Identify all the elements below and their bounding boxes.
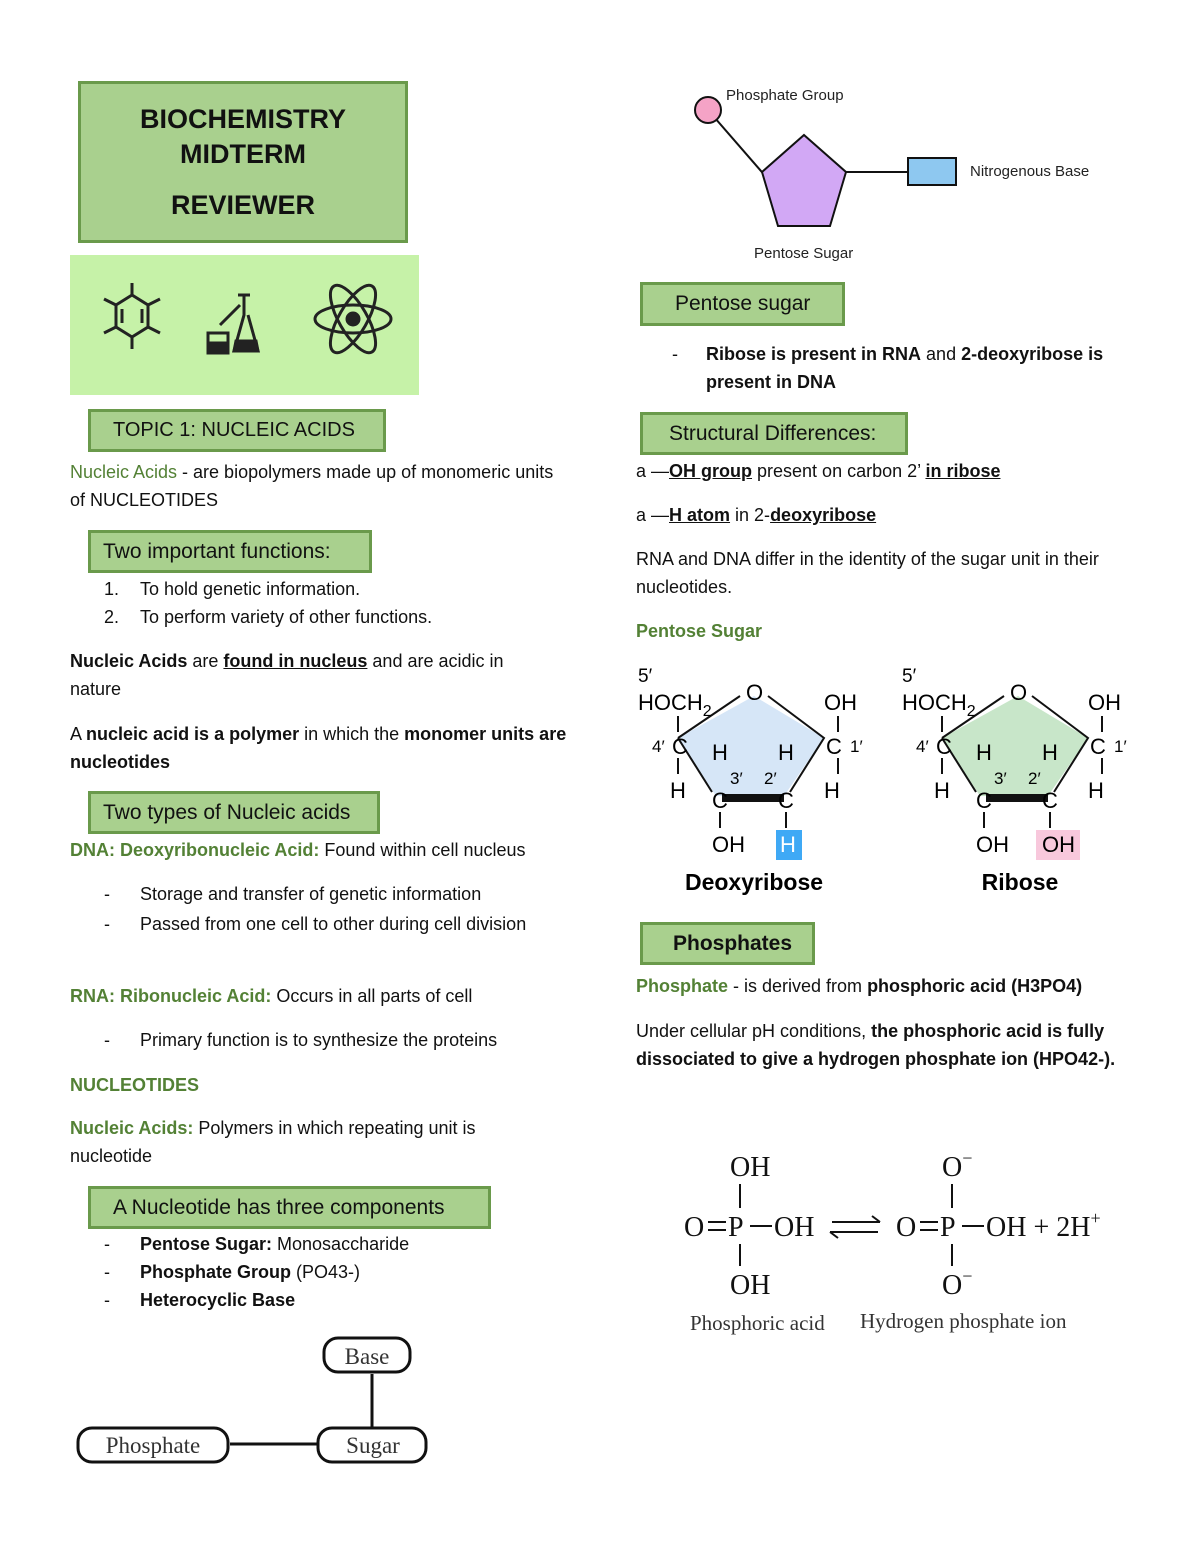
flow-phosphate-label: Phosphate bbox=[105, 1433, 201, 1458]
pentose-pentagon bbox=[762, 135, 846, 226]
svg-text:C: C bbox=[1090, 734, 1106, 759]
science-icons-panel bbox=[70, 255, 419, 395]
rna-item-1: - Primary function is to synthesize the proteins bbox=[104, 1030, 498, 1050]
ribose-structure bbox=[902, 666, 1127, 895]
rna-line: RNA: Ribonucleic Acid: Occurs in all parts of cell bbox=[70, 986, 473, 1006]
function-item-1: 1. To hold genetic information. bbox=[104, 579, 361, 599]
pentose-sugar-label: Pentose Sugar bbox=[754, 245, 854, 262]
dna-item-1: - Storage and transfer of genetic information bbox=[104, 884, 482, 904]
flow-base-label: Base bbox=[344, 1344, 390, 1369]
title-line2: MIDTERM bbox=[180, 139, 306, 169]
pentose-header: Pentose sugar bbox=[640, 282, 845, 326]
dna-line: DNA: Deoxyribonucleic Acid: Found within cell nucleus bbox=[70, 840, 526, 860]
molecule-icon bbox=[104, 283, 160, 349]
polymer-statement: A nucleic acid is a polymer in which the monomer units are nucleotides bbox=[70, 724, 567, 772]
component-item-2: - Phosphate Group (PO43-) bbox=[104, 1262, 361, 1282]
svg-text:OH: OH bbox=[1088, 690, 1121, 715]
nucleotide-flow-diagram bbox=[70, 1332, 440, 1467]
svg-text:H: H bbox=[778, 740, 794, 765]
svg-text:C: C bbox=[976, 788, 992, 813]
svg-text:C: C bbox=[672, 734, 688, 759]
svg-text:C: C bbox=[826, 734, 842, 759]
components-list bbox=[104, 1230, 544, 1314]
components-header: A Nucleotide has three components bbox=[88, 1186, 491, 1229]
svg-text:3′: 3′ bbox=[994, 769, 1007, 788]
svg-text:C: C bbox=[778, 788, 794, 813]
svg-text:H: H bbox=[670, 778, 686, 803]
svg-text:H: H bbox=[976, 740, 992, 765]
base-rectangle bbox=[908, 158, 956, 185]
svg-text:OH: OH bbox=[712, 832, 745, 857]
svg-text:O−: O− bbox=[942, 1266, 973, 1301]
dna-item-2: - Passed from one cell to other during cell division bbox=[104, 914, 527, 934]
svg-text:OH: OH bbox=[730, 1152, 771, 1183]
nitrogenous-base-label: Nitrogenous Base bbox=[970, 163, 1090, 180]
def-term: Nucleic Acids bbox=[70, 462, 178, 482]
deoxyribose-label: Deoxyribose bbox=[684, 869, 824, 895]
differ-statement: RNA and DNA differ in the identity of the sugar unit in their nucleotides. bbox=[636, 549, 1099, 597]
svg-text:H: H bbox=[1088, 778, 1104, 803]
phosphate-circle bbox=[695, 97, 721, 123]
nucleotides-heading: NUCLEOTIDES bbox=[70, 1075, 200, 1095]
svg-text:O−: O− bbox=[942, 1148, 973, 1183]
svg-text:O: O bbox=[684, 1212, 705, 1243]
lab-flask-icon bbox=[208, 295, 258, 353]
sugar-structures bbox=[632, 660, 1132, 910]
svg-text:HOCH2: $HOCH_2$ bbox=[638, 690, 712, 720]
svg-text:OH + 2H+: OH + 2H+ bbox=[986, 1208, 1101, 1243]
science-icons bbox=[70, 255, 419, 395]
svg-text:O: O bbox=[746, 680, 764, 705]
svg-text:H: H bbox=[1042, 740, 1058, 765]
svg-text:5′: 5′ bbox=[902, 666, 917, 687]
svg-text:H: H bbox=[712, 740, 728, 765]
phosphate-group-label: Phosphate Group bbox=[726, 87, 844, 104]
component-item-1: - Pentose Sugar: Monosaccharide bbox=[104, 1234, 410, 1254]
title-box bbox=[78, 81, 408, 243]
phosphates-header: Phosphates bbox=[640, 922, 815, 965]
function-item-2: 2. To perform variety of other functions. bbox=[104, 607, 433, 627]
pentose-sugar-heading: Pentose Sugar bbox=[636, 621, 763, 641]
svg-text:5′: 5′ bbox=[638, 666, 653, 687]
component-item-3: - Heterocyclic Base bbox=[104, 1290, 296, 1310]
svg-text:P: P bbox=[940, 1212, 956, 1243]
svg-text:OH: OH bbox=[976, 832, 1009, 857]
svg-text:C: C bbox=[712, 788, 728, 813]
svg-text:O: O bbox=[1010, 680, 1028, 705]
svg-text:1′: 1′ bbox=[850, 737, 863, 756]
atom-icon bbox=[315, 279, 391, 359]
def-text: - are biopolymers made up of monomeric units of NUCLEOTIDES bbox=[70, 462, 554, 510]
topic1-header: TOPIC 1: NUCLEIC ACIDS bbox=[88, 409, 386, 452]
svg-text:OH: OH bbox=[730, 1270, 771, 1301]
phosphate-statement: Phosphate - is derived from phosphoric acid (H3PO4) bbox=[636, 976, 1083, 996]
svg-text:C: C bbox=[1042, 788, 1058, 813]
functions-header: Two important functions: bbox=[88, 530, 372, 573]
nucleotide-definition: Nucleic Acids: Polymers in which repeating unit is nucleotide bbox=[70, 1118, 476, 1166]
cellular-ph-statement: Under cellular pH conditions, the phosphoric acid is fully dissociated to give a hydrogen phosphate ion (HPO42-). bbox=[636, 1021, 1116, 1069]
phosphoric-acid-label: Phosphoric acid bbox=[690, 1311, 825, 1335]
nucleic-acid-definition bbox=[70, 458, 570, 514]
difference-2: a —H atom in 2-deoxyribose bbox=[636, 505, 877, 525]
deoxyribose-structure bbox=[638, 666, 863, 895]
phosphoric-acid-reaction bbox=[680, 1140, 1140, 1340]
title-line1: BIOCHEMISTRY bbox=[139, 104, 346, 134]
flow-sugar-label: Sugar bbox=[346, 1433, 400, 1458]
functions-list bbox=[104, 575, 564, 631]
title-line3: REVIEWER bbox=[170, 190, 316, 220]
nucleotide-structure-diagram bbox=[680, 80, 1120, 270]
svg-text:O: O bbox=[896, 1212, 917, 1243]
svg-text:4′: 4′ bbox=[916, 737, 929, 756]
svg-text:HOCH2: $HOCH_2$ bbox=[902, 690, 976, 720]
svg-text:OH: OH bbox=[774, 1212, 815, 1243]
types-header: Two types of Nucleic acids bbox=[88, 791, 380, 834]
svg-text:2′: 2′ bbox=[1028, 769, 1041, 788]
svg-text:1′: 1′ bbox=[1114, 737, 1127, 756]
svg-text:2′: 2′ bbox=[764, 769, 777, 788]
structural-header: Structural Differences: bbox=[640, 412, 908, 455]
svg-text:4′: 4′ bbox=[652, 737, 665, 756]
found-in-nucleus: Nucleic Acids are found in nucleus and are acidic in nature bbox=[70, 651, 504, 699]
hydrogen-phosphate-label: Hydrogen phosphate ion bbox=[860, 1309, 1067, 1333]
ribose-statement: - Ribose is present in RNA and 2-deoxyribose is present in DNA bbox=[672, 344, 1104, 392]
svg-text:H: H bbox=[824, 778, 840, 803]
svg-text:OH: OH bbox=[824, 690, 857, 715]
svg-text:H: H bbox=[780, 832, 796, 857]
svg-text:H: H bbox=[934, 778, 950, 803]
svg-text:P: P bbox=[728, 1212, 744, 1243]
svg-text:C: C bbox=[936, 734, 952, 759]
ribose-label: Ribose bbox=[981, 869, 1059, 895]
svg-text:3′: 3′ bbox=[730, 769, 743, 788]
difference-1: a —OH group present on carbon 2’ in ribose bbox=[636, 461, 1001, 481]
svg-text:OH: OH bbox=[1042, 832, 1075, 857]
